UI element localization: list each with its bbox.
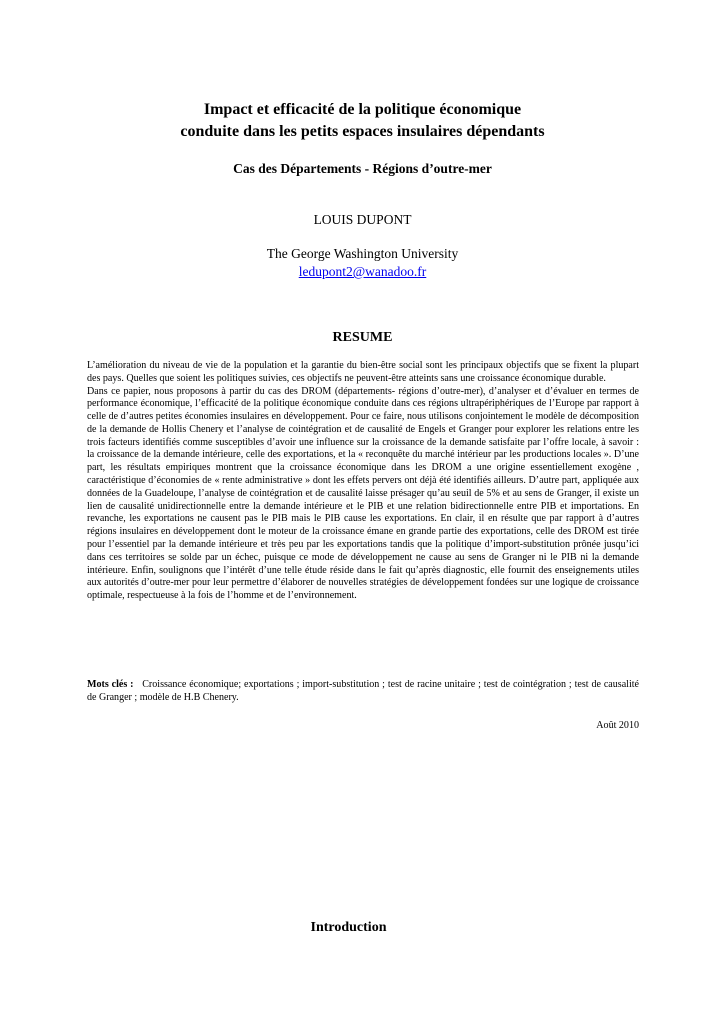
- abstract-paragraph-1: L’amélioration du niveau de vie de la population et la garantie du bien-être social sont les principaux objectifs que se fixent la plupart des pays. Quelles que soient les politiques suivies, ces objectifs ne peuvent-être atteints sans une croissance économique durable.: [87, 360, 639, 384]
- author-name: LOUIS DUPONT: [313, 212, 412, 227]
- publication-date: Août 2010: [596, 720, 639, 731]
- keywords-label: Mots clés :: [87, 679, 134, 690]
- abstract-paragraph-2: Dans ce papier, nous proposons à partir du cas des DROM (départements- régions d’outre-mer), d’analyser et d’évaluer en termes de performance économique, l’efficacité de la politique économique conduite dans ces régions ultrapériphériques de l’Europe par rapport à celle de d’autres petites économies insulaires en développement. Pour ce faire, nous utilisons conjointement le modèle de décomposition de la demande de Hollis Chenery et l’analyse de cointégration et de causalité de Engels et Granger pour explorer les relations entre les trois facteurs identifiés comme susceptibles d’avoir une influence sur la croissance de la demande satisfaite par l’offre locale, à savoir : la croissance de la demande intérieure, celle des exportations, et la « reconquête du marché intérieur par les productions locales ». D’une part, les résultats empiriques montrent que la croissance économique dans les DROM a une origine essentiellement exogène , caractéristique d’économies de « rente administrative » dont les effets pervers ont déjà été identifiés ailleurs. D’autre part, appliquée aux données de la Guadeloupe, l’analyse de cointégration et de causalité laisse présager qu’au seuil de 5% et au sens de Granger, il existe un lien de causalité unidirectionnelle entre la demande intérieure et le PIB et une relation bidirectionnelle entre PIB et importations. En revanche, les exportations ne causent pas le PIB mais le PIB cause les exportations. En clair, il en résulte que par rapport à d’autres régions insulaires en développement dont le moteur de la croissance émane en grande partie des exportations, celle des DROM est tirée pour l’essentiel par la demande intérieure et très peu par les exportations tandis que la politique d’import-substitution prônée jusqu’ici dans ces territoires se solde par un échec, puisque ce mode de développement ne cause au sens de Granger ni le PIB ni la demande intérieure. Enfin, soulignons que l’intérêt d’une telle étude réside dans le fait qu’après diagnostic, elle fournit des enseignements utiles aux autorités d’outre-mer pour leur permettre d’élaborer de nouvelles stratégies de développement fondées sur une logique de croissance optimale, respectueuse à la fois de l’homme et de l’environnement.: [87, 385, 639, 602]
- title-line-2: conduite dans les petits espaces insulaires dépendants: [180, 123, 545, 140]
- author-email-container: [0, 263, 725, 281]
- introduction-heading: Introduction: [310, 920, 387, 935]
- abstract-body: [87, 360, 639, 603]
- paper-title: [0, 99, 725, 143]
- abstract-heading: RESUME: [332, 330, 393, 345]
- paper-subtitle: Cas des Départements - Régions d’outre-mer: [233, 161, 492, 176]
- keywords-section: [87, 679, 639, 705]
- author-affiliation: The George Washington University: [266, 246, 459, 261]
- title-line-1: Impact et efficacité de la politique économique: [203, 101, 522, 118]
- keywords-text: Croissance économique; exportations ; import-substitution ; test de racine unitaire ; test de cointégration ; test de causalité de Granger ; modèle de H.B Chenery.: [87, 679, 639, 703]
- author-email-link[interactable]: ledupont2@wanadoo.fr: [298, 264, 427, 279]
